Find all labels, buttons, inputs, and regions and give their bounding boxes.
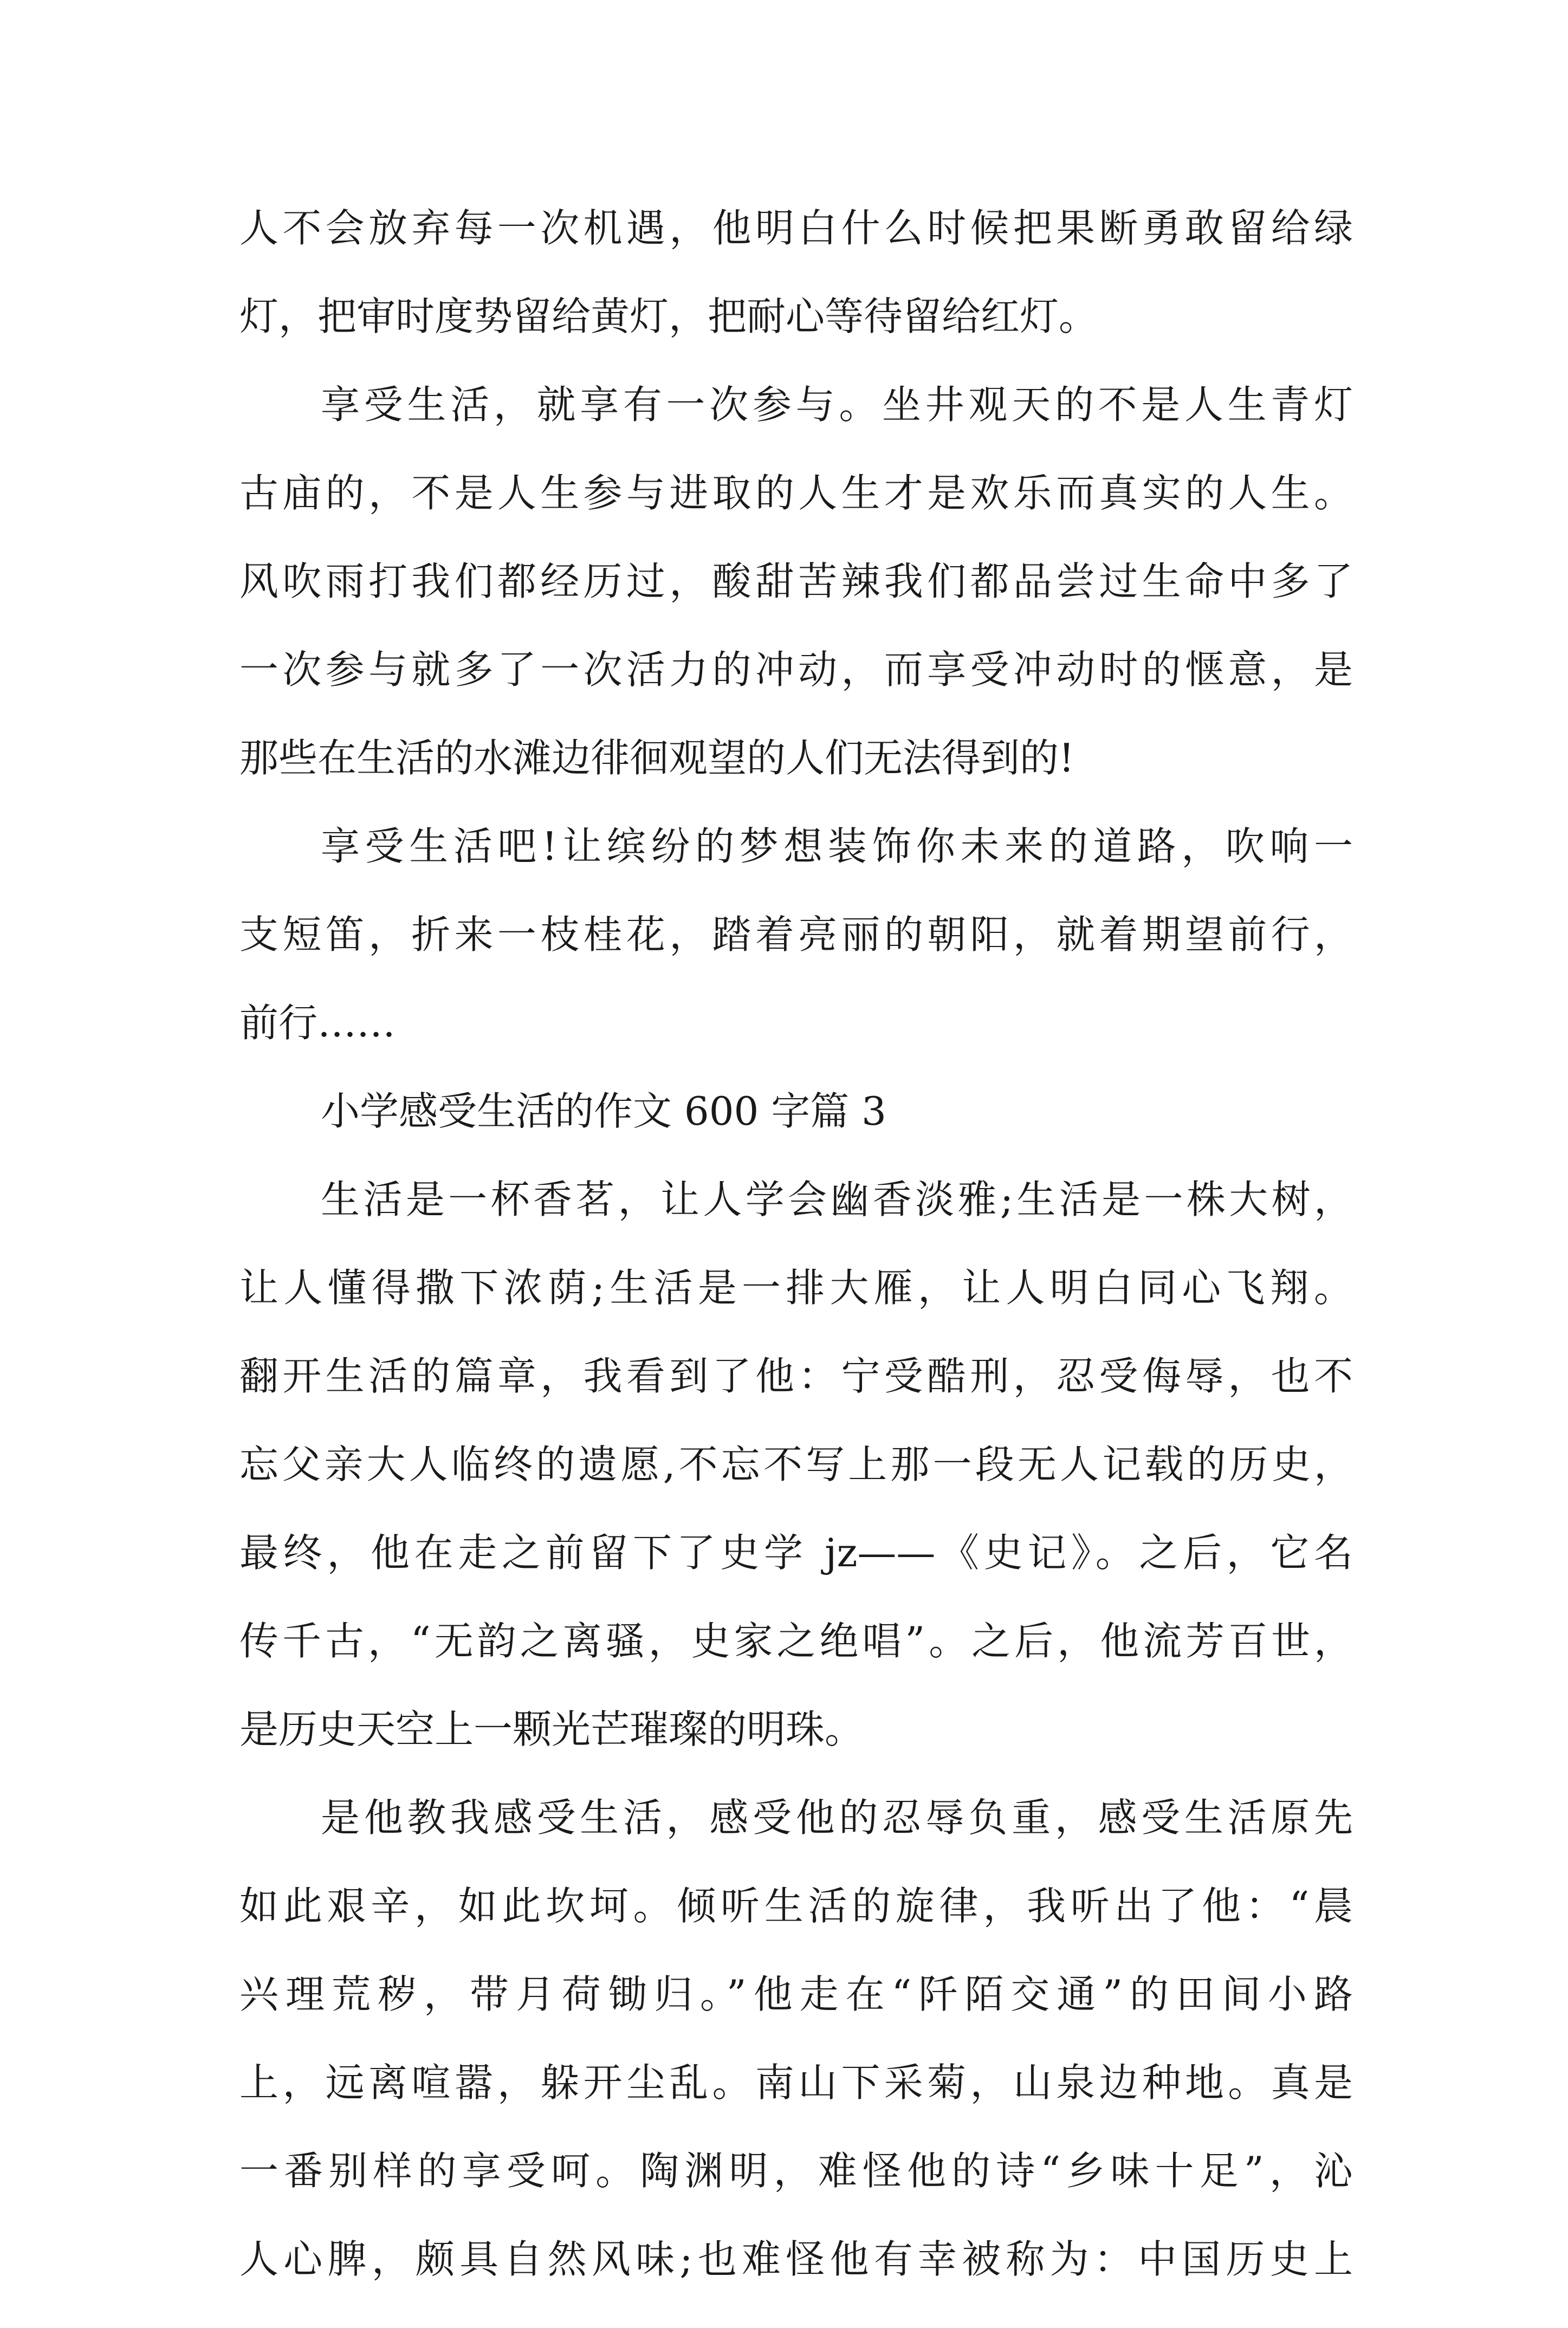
paragraph-4-line-1: 生活是一杯香茗，让人学会幽香淡雅;生活是一株大树， [321,1177,1353,1222]
paragraph-5-line-2: 如此艰辛，如此坎坷。倾听生活的旋律，我听出了他：“晨 [239,1883,1353,1929]
document-body [239,205,1353,2328]
paragraph-2-line-1: 享受生活，就享有一次参与。坐井观天的不是人生青灯 [321,382,1353,427]
paragraph-4-line-7: 是历史天空上一颗光芒璀璨的明珠。 [239,1707,864,1752]
paragraph-4-line-2: 让人懂得撒下浓荫;生活是一排大雁，让人明白同心飞翔。 [239,1265,1353,1311]
paragraph-5-line-3: 兴理荒秽，带月荷锄归。”他走在“阡陌交通”的田间小路 [239,1972,1353,2017]
paragraph-2-line-2: 古庙的，不是人生参与进取的人生才是欢乐而真实的人生。 [239,470,1353,516]
paragraph-3-line-3: 前行…… [239,1000,396,1046]
paragraph-3-line-2: 支短笛，折来一枝桂花，踏着亮丽的朝阳，就着期望前行， [239,912,1353,957]
paragraph-4-line-4: 忘父亲大人临终的遗愿,不忘不写上那一段无人记载的历史， [239,1442,1353,1487]
paragraph-2-line-4: 一次参与就多了一次活力的冲动，而享受冲动时的惬意，是 [239,647,1353,692]
paragraph-5-line-4: 上，远离喧嚣，躲开尘乱。南山下采菊，山泉边种地。真是 [239,2060,1353,2105]
paragraph-1-line-1: 人不会放弃每一次机遇，他明白什么时候把果断勇敢留给绿 [239,205,1353,251]
paragraph-1-line-2: 灯，把审时度势留给黄灯，把耐心等待留给红灯。 [239,294,1098,339]
paragraph-4-line-3: 翻开生活的篇章，我看到了他：宁受酷刑，忍受侮辱，也不 [239,1353,1353,1399]
paragraph-4-line-5: 最终，他在走之前留下了史学 jz——《史记》。之后，它名 [239,1530,1353,1575]
paragraph-5-line-6: 人心脾，颇具自然风味;也难怪他有幸被称为：中国历史上 [239,2236,1353,2282]
paragraph-5-line-5: 一番别样的享受呵。陶渊明，难怪他的诗“乡味十足”，沁 [239,2148,1353,2194]
paragraph-3-line-1: 享受生活吧!让缤纷的梦想装饰你未来的道路，吹响一 [321,823,1353,869]
paragraph-2-line-3: 风吹雨打我们都经历过，酸甜苦辣我们都品尝过生命中多了 [239,559,1353,604]
paragraph-2-line-5: 那些在生活的水滩边徘徊观望的人们无法得到的! [239,735,1074,781]
paragraph-4-line-6: 传千古，“无韵之离骚，史家之绝唱”。之后，他流芳百世， [239,1618,1353,1664]
section-heading: 小学感受生活的作文 600 字篇 3 [321,1088,886,1134]
paragraph-5-line-1: 是他教我感受生活，感受他的忍辱负重，感受生活原先 [321,1795,1353,1840]
